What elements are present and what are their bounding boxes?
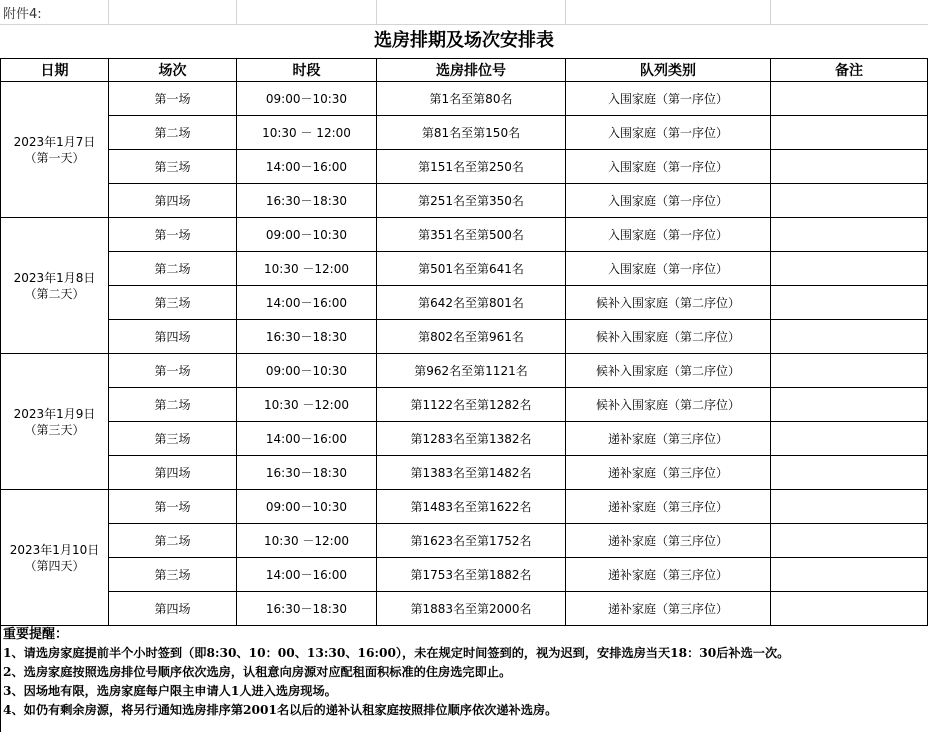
time-cell: 14:00－16:00 bbox=[237, 422, 377, 456]
queue-cell: 递补家庭（第三序位） bbox=[566, 558, 771, 592]
range-cell: 第351名至第500名 bbox=[377, 218, 566, 252]
session-cell: 第一场 bbox=[109, 218, 237, 252]
note-cell bbox=[771, 184, 928, 218]
queue-cell: 入围家庭（第一序位） bbox=[566, 252, 771, 286]
session-cell: 第二场 bbox=[109, 524, 237, 558]
day-label: （第三天） bbox=[24, 422, 85, 437]
session-cell: 第一场 bbox=[109, 82, 237, 116]
session-cell: 第三场 bbox=[109, 558, 237, 592]
note-cell bbox=[771, 490, 928, 524]
queue-cell: 入围家庭（第一序位） bbox=[566, 218, 771, 252]
range-cell: 第251名至第350名 bbox=[377, 184, 566, 218]
table-row bbox=[1, 320, 928, 354]
queue-cell: 入围家庭（第一序位） bbox=[566, 82, 771, 116]
date-text: 2023年1月7日 bbox=[13, 134, 96, 149]
header-note: 备注 bbox=[771, 59, 928, 82]
session-cell: 第二场 bbox=[109, 388, 237, 422]
time-cell: 16:30－18:30 bbox=[237, 320, 377, 354]
queue-cell: 候补入围家庭（第二序位） bbox=[566, 354, 771, 388]
session-cell: 第三场 bbox=[109, 422, 237, 456]
table-row bbox=[1, 490, 928, 524]
time-cell: 10:30 － 12:00 bbox=[237, 116, 377, 150]
range-cell: 第1名至第80名 bbox=[377, 82, 566, 116]
queue-cell: 递补家庭（第三序位） bbox=[566, 490, 771, 524]
time-cell: 10:30 －12:00 bbox=[237, 524, 377, 558]
session-cell: 第三场 bbox=[109, 286, 237, 320]
header-session: 场次 bbox=[109, 59, 237, 82]
time-cell: 16:30－18:30 bbox=[237, 456, 377, 490]
range-cell: 第1883名至第2000名 bbox=[377, 592, 566, 626]
note-cell bbox=[771, 218, 928, 252]
table-row bbox=[1, 286, 928, 320]
note-cell bbox=[771, 592, 928, 626]
notes-section bbox=[0, 625, 928, 732]
header-queue: 队列类别 bbox=[566, 59, 771, 82]
date-cell bbox=[1, 82, 109, 218]
spreadsheet-top-row bbox=[0, 0, 928, 25]
day-label: （第二天） bbox=[24, 286, 85, 301]
queue-cell: 递补家庭（第三序位） bbox=[566, 422, 771, 456]
session-cell: 第一场 bbox=[109, 354, 237, 388]
notes-heading: 重要提醒： bbox=[3, 627, 69, 642]
queue-cell: 候补入围家庭（第二序位） bbox=[566, 286, 771, 320]
table-body bbox=[1, 82, 928, 626]
queue-cell: 候补入围家庭（第二序位） bbox=[566, 320, 771, 354]
note-cell bbox=[771, 456, 928, 490]
table-row bbox=[1, 558, 928, 592]
grid-line bbox=[236, 0, 237, 24]
schedule-table bbox=[0, 58, 928, 626]
note-item: 4、如仍有剩余房源，将另行通知选房排序第2001名以后的递补认租家庭按照排位顺序依次递补选房。 bbox=[3, 703, 558, 717]
session-cell: 第二场 bbox=[109, 252, 237, 286]
grid-line bbox=[376, 0, 377, 24]
note-item: 1、请选房家庭提前半个小时签到（即8:30、10：00、13:30、16:00），未在规定时间签到的，视为迟到，安排选房当天18：30后补选一次。 bbox=[3, 646, 790, 660]
header-date: 日期 bbox=[1, 59, 109, 82]
time-cell: 14:00－16:00 bbox=[237, 286, 377, 320]
table-row bbox=[1, 82, 928, 116]
note-cell bbox=[771, 252, 928, 286]
queue-cell: 递补家庭（第三序位） bbox=[566, 456, 771, 490]
date-cell bbox=[1, 218, 109, 354]
queue-cell: 递补家庭（第三序位） bbox=[566, 592, 771, 626]
note-item: 3、因场地有限，选房家庭每户限主申请人1人进入选房现场。 bbox=[3, 684, 337, 698]
time-cell: 09:00－10:30 bbox=[237, 82, 377, 116]
time-cell: 16:30－18:30 bbox=[237, 592, 377, 626]
note-cell bbox=[771, 150, 928, 184]
range-cell: 第1623名至第1752名 bbox=[377, 524, 566, 558]
queue-cell: 递补家庭（第三序位） bbox=[566, 524, 771, 558]
range-cell: 第81名至第150名 bbox=[377, 116, 566, 150]
session-cell: 第四场 bbox=[109, 320, 237, 354]
table-row bbox=[1, 456, 928, 490]
time-cell: 10:30 －12:00 bbox=[237, 388, 377, 422]
time-cell: 09:00－10:30 bbox=[237, 354, 377, 388]
range-cell: 第642名至第801名 bbox=[377, 286, 566, 320]
grid-line bbox=[770, 0, 771, 24]
header-range: 选房排位号 bbox=[377, 59, 566, 82]
note-cell bbox=[771, 422, 928, 456]
note-cell bbox=[771, 388, 928, 422]
note-cell bbox=[771, 524, 928, 558]
time-cell: 16:30－18:30 bbox=[237, 184, 377, 218]
queue-cell: 入围家庭（第一序位） bbox=[566, 116, 771, 150]
table-row bbox=[1, 252, 928, 286]
table-row bbox=[1, 592, 928, 626]
attachment-label: 附件4: bbox=[3, 7, 42, 22]
date-text: 2023年1月8日 bbox=[13, 270, 96, 285]
time-cell: 09:00－10:30 bbox=[237, 218, 377, 252]
note-item: 2、选房家庭按照选房排位号顺序依次选房，认租意向房源对应配租面积标准的住房选完即止。 bbox=[3, 665, 512, 679]
table-row bbox=[1, 218, 928, 252]
session-cell: 第四场 bbox=[109, 184, 237, 218]
range-cell: 第1753名至第1882名 bbox=[377, 558, 566, 592]
time-cell: 14:00－16:00 bbox=[237, 558, 377, 592]
queue-cell: 入围家庭（第一序位） bbox=[566, 184, 771, 218]
note-cell bbox=[771, 116, 928, 150]
header-row bbox=[1, 59, 928, 82]
session-cell: 第二场 bbox=[109, 116, 237, 150]
time-cell: 10:30 －12:00 bbox=[237, 252, 377, 286]
date-text: 2023年1月10日 bbox=[9, 542, 100, 557]
session-cell: 第三场 bbox=[109, 150, 237, 184]
table-row bbox=[1, 116, 928, 150]
table-row bbox=[1, 150, 928, 184]
grid-line bbox=[565, 0, 566, 24]
queue-cell: 入围家庭（第一序位） bbox=[566, 150, 771, 184]
date-text: 2023年1月9日 bbox=[13, 406, 96, 421]
range-cell: 第501名至第641名 bbox=[377, 252, 566, 286]
table-row bbox=[1, 354, 928, 388]
table-row bbox=[1, 422, 928, 456]
page-title: 选房排期及场次安排表 bbox=[374, 30, 554, 51]
range-cell: 第151名至第250名 bbox=[377, 150, 566, 184]
table-row bbox=[1, 388, 928, 422]
session-cell: 第四场 bbox=[109, 456, 237, 490]
date-cell bbox=[1, 354, 109, 490]
range-cell: 第1483名至第1622名 bbox=[377, 490, 566, 524]
grid-line bbox=[108, 0, 109, 24]
table-row bbox=[1, 524, 928, 558]
note-cell bbox=[771, 354, 928, 388]
header-time: 时段 bbox=[237, 59, 377, 82]
date-cell bbox=[1, 490, 109, 626]
range-cell: 第1122名至第1282名 bbox=[377, 388, 566, 422]
table-row bbox=[1, 184, 928, 218]
note-cell bbox=[771, 82, 928, 116]
range-cell: 第962名至第1121名 bbox=[377, 354, 566, 388]
day-label: （第一天） bbox=[24, 150, 85, 165]
note-cell bbox=[771, 286, 928, 320]
session-cell: 第四场 bbox=[109, 592, 237, 626]
time-cell: 09:00－10:30 bbox=[237, 490, 377, 524]
range-cell: 第1283名至第1382名 bbox=[377, 422, 566, 456]
range-cell: 第1383名至第1482名 bbox=[377, 456, 566, 490]
session-cell: 第一场 bbox=[109, 490, 237, 524]
day-label: （第四天） bbox=[24, 558, 85, 573]
range-cell: 第802名至第961名 bbox=[377, 320, 566, 354]
queue-cell: 候补入围家庭（第二序位） bbox=[566, 388, 771, 422]
note-cell bbox=[771, 320, 928, 354]
note-cell bbox=[771, 558, 928, 592]
time-cell: 14:00－16:00 bbox=[237, 150, 377, 184]
